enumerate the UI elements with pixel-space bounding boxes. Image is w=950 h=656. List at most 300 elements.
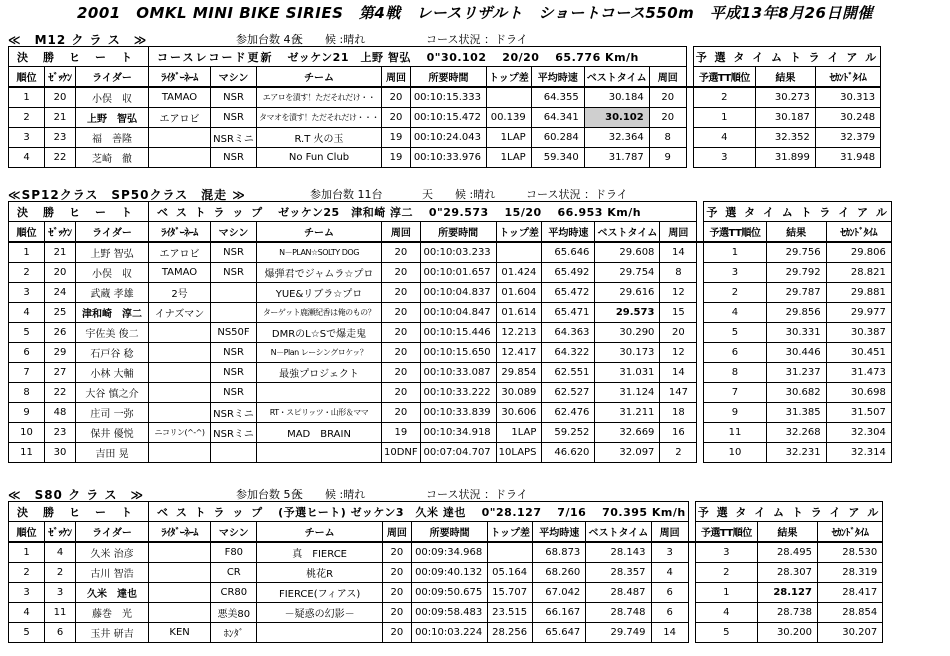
cell-pos: 6 (9, 343, 45, 363)
cell-zk: 26 (45, 323, 76, 343)
col-header-pos: 順位 (9, 522, 45, 543)
course-status: コース状況 ：ドライ (426, 33, 528, 46)
cell-pos: 2 (9, 263, 45, 283)
cell-time: 00:10:33.839 (420, 403, 496, 423)
col-header-q_result: 結果 (755, 67, 815, 88)
cell-mach: NSR (211, 383, 257, 403)
cell-lap: 3 (651, 542, 688, 563)
cell-pos: 3 (9, 583, 45, 603)
col-header-q_pos: 予選TT順位 (693, 67, 755, 88)
cell-gap (496, 242, 542, 263)
cell-rider: 久米 達也 (76, 583, 149, 603)
cell-pos: 4 (9, 303, 45, 323)
col-header-q_second: ｾｶﾝﾄﾞﾀｲﾑ (817, 522, 882, 543)
cell-q2: 28.319 (817, 563, 882, 583)
cell-qres: 32.268 (766, 423, 826, 443)
col-header-pos: 順位 (9, 67, 45, 88)
cell-pos: 7 (9, 363, 45, 383)
col-header-time: 所要時間 (411, 67, 487, 88)
cell-team: －疑惑の幻影－ (257, 603, 382, 623)
heat-row (9, 47, 881, 67)
cell-team: ターゲット鹿瀬紀香は俺のもの？ (257, 303, 382, 323)
cell-pos: 4 (9, 148, 45, 168)
cell-qpos: 3 (704, 263, 766, 283)
col-header-time: 所要時間 (411, 522, 487, 543)
class-name: ≪ M12 ク ラ ス ≫ (8, 33, 148, 47)
cell-rider: 石戸谷 稔 (76, 343, 149, 363)
cell-qres: 30.187 (755, 108, 815, 128)
cell-qpos: 1 (693, 108, 755, 128)
cell-best: 29.616 (595, 283, 660, 303)
cell-lap: 12 (660, 343, 697, 363)
cell-gap: 12.417 (496, 343, 542, 363)
cell-mach: NSR (211, 263, 257, 283)
cell-rname: エアロビ (149, 242, 211, 263)
cell-zk: 29 (45, 343, 76, 363)
cell-rname (149, 363, 211, 383)
cell-time: 00:09:34.968 (411, 542, 487, 563)
heat-label: 決 勝 ヒ ー ト (9, 202, 149, 222)
record-detail: ゼッケン21 上野 智弘 0"30.102 20/20 65.776 Km/h (287, 50, 639, 64)
cell-gap: 12.213 (496, 323, 542, 343)
cell-laps: 20 (382, 242, 421, 263)
cell-q2: 28.854 (817, 603, 882, 623)
cell-pos: 2 (9, 108, 45, 128)
cell-q2: 31.473 (826, 363, 891, 383)
cell-zk: 48 (45, 403, 76, 423)
cell-pos: 9 (9, 403, 45, 423)
col-header-avg: 平均時速 (533, 522, 586, 543)
cell-avg: 65.471 (542, 303, 595, 323)
cell-lap: 16 (660, 423, 697, 443)
cell-pos: 2 (9, 563, 45, 583)
cell-pos: 10 (9, 423, 45, 443)
cell-best: 30.102 (584, 108, 649, 128)
cell-avg: 62.476 (542, 403, 595, 423)
table-row (9, 263, 892, 283)
cell-laps: 20 (382, 303, 421, 323)
cell-team: 真 FIERCE (257, 542, 382, 563)
col-header-pos: 順位 (9, 222, 45, 243)
cell-mach: F80 (211, 542, 257, 563)
cell-time: 00:10:01.657 (420, 263, 496, 283)
cell-lap: 6 (651, 583, 688, 603)
cell-q2: 29.977 (826, 303, 891, 323)
cell-laps: 19 (382, 148, 411, 168)
column-header-row (9, 522, 883, 543)
cell-zk: 23 (45, 423, 76, 443)
record-label: ベ ス ト ラ ッ プ (157, 205, 265, 219)
table-row (9, 283, 892, 303)
cell-laps: 20 (382, 323, 421, 343)
cell-team: 桃花R (257, 563, 382, 583)
cell-time: 00:10:33.222 (420, 383, 496, 403)
cell-q2: 32.379 (815, 128, 880, 148)
cell-qres: 28.307 (757, 563, 817, 583)
cell-zk: 20 (45, 263, 76, 283)
cell-team: N－Plan レーシングロケッ？ (257, 343, 382, 363)
cell-time: 00:09:40.132 (411, 563, 487, 583)
qualifying-title: 予 選 タ イ ム ト ラ イ ア ル (693, 47, 880, 67)
cell-mach: NSR (211, 343, 257, 363)
cell-avg: 60.284 (531, 128, 584, 148)
cell-qres: 32.352 (755, 128, 815, 148)
cell-q2: 31.948 (815, 148, 880, 168)
cell-time: 00:10:34.918 (420, 423, 496, 443)
cell-best: 28.748 (586, 603, 651, 623)
cell-time: 00:09:50.675 (411, 583, 487, 603)
col-header-team: チーム (257, 67, 382, 88)
col-header-lap: 周回 (660, 222, 697, 243)
section-info (8, 186, 942, 200)
cell-best: 31.124 (595, 383, 660, 403)
cell-lap: 8 (649, 128, 686, 148)
col-header-time: 所要時間 (420, 222, 496, 243)
cell-qpos: 10 (704, 443, 766, 463)
cell-lap: 12 (660, 283, 697, 303)
cell-avg: 68.260 (533, 563, 586, 583)
heat-row (9, 502, 883, 522)
cell-rname (149, 443, 211, 463)
cell-mach: CR80 (211, 583, 257, 603)
cell-qpos: 9 (704, 403, 766, 423)
cell-avg: 66.167 (533, 603, 586, 623)
best-lap-info (149, 202, 697, 222)
course-status: コース状況 ：ドライ (526, 188, 628, 201)
cell-avg: 65.646 (542, 242, 595, 263)
cell-laps: 20 (382, 623, 411, 643)
col-header-team: チーム (257, 522, 382, 543)
col-header-best: ベストタイム (584, 67, 649, 88)
cell-avg: 64.355 (531, 87, 584, 108)
cell-laps: 20 (382, 363, 421, 383)
cell-rname: イナズマン (149, 303, 211, 323)
cell-rider: 小俣 収 (76, 263, 149, 283)
col-header-gap: トップ差 (496, 222, 542, 243)
cell-gap: 30.606 (496, 403, 542, 423)
participant-count: 参加台数 5台 (236, 488, 302, 501)
cell-avg: 68.873 (533, 542, 586, 563)
cell-q2: 31.507 (826, 403, 891, 423)
participant-count: 参加台数 11台 (310, 188, 383, 201)
cell-rider: 久米 治彦 (76, 542, 149, 563)
cell-mach: NSR (211, 242, 257, 263)
cell-time: 00:10:24.043 (411, 128, 487, 148)
class-name: ≪SP12クラス SP50クラス 混走 ≫ (8, 188, 246, 202)
cell-best: 29.608 (595, 242, 660, 263)
cell-q2: 32.314 (826, 443, 891, 463)
results-table (8, 46, 881, 168)
cell-gap: 23.515 (488, 603, 533, 623)
cell-qpos: 3 (693, 148, 755, 168)
table-row (9, 542, 883, 563)
cell-zk: 11 (45, 603, 76, 623)
cell-qpos: 4 (704, 303, 766, 323)
table-row (9, 363, 892, 383)
table-row (9, 423, 892, 443)
cell-zk: 6 (45, 623, 76, 643)
cell-laps: 20 (382, 603, 411, 623)
cell-gap: 01.424 (496, 263, 542, 283)
table-row (9, 443, 892, 463)
participant-count: 参加台数 4台 (236, 33, 302, 46)
cell-rname: TAMAO (149, 87, 211, 108)
cell-laps: 20 (382, 403, 421, 423)
cell-mach: NSR (211, 108, 257, 128)
cell-mach: NSRミニ (211, 423, 257, 443)
cell-rname: ニコリン(^-^) (149, 423, 211, 443)
cell-rider: 上野 智弘 (76, 108, 149, 128)
cell-mach (211, 443, 257, 463)
cell-avg: 64.341 (531, 108, 584, 128)
cell-lap: 20 (649, 87, 686, 108)
cell-time: 00:10:33.087 (420, 363, 496, 383)
best-lap-info (149, 502, 689, 522)
cell-lap: 6 (651, 603, 688, 623)
cell-rider: 藤巻 光 (76, 603, 149, 623)
heat-label: 決 勝 ヒ ー ト (9, 502, 149, 522)
cell-zk: 27 (45, 363, 76, 383)
col-header-laps: 周回 (382, 222, 421, 243)
cell-laps: 20 (382, 87, 411, 108)
cell-rider: 小俣 収 (76, 87, 149, 108)
table-row (9, 623, 883, 643)
cell-zk: 22 (45, 383, 76, 403)
cell-rname (149, 403, 211, 423)
cell-mach: NS50F (211, 323, 257, 343)
cell-rider: 上野 智弘 (76, 242, 149, 263)
results-table (8, 201, 892, 463)
cell-mach: NSRミニ (211, 128, 257, 148)
cell-zk: 3 (45, 583, 76, 603)
cell-q2: 30.248 (815, 108, 880, 128)
cell-pos: 4 (9, 603, 45, 623)
cell-laps: 20 (382, 542, 411, 563)
weather: 天 候 :晴れ (292, 33, 366, 46)
record-label: ベ ス ト ラ ッ プ (157, 505, 265, 519)
cell-team: DMRのL☆Sで爆走鬼 (257, 323, 382, 343)
cell-qres: 31.385 (766, 403, 826, 423)
cell-rname: KEN (149, 623, 211, 643)
cell-time: 00:10:15.446 (420, 323, 496, 343)
cell-mach: NSRミニ (211, 403, 257, 423)
cell-pos: 3 (9, 128, 45, 148)
cell-lap: 2 (660, 443, 697, 463)
cell-best: 30.173 (595, 343, 660, 363)
cell-avg: 46.620 (542, 443, 595, 463)
best-lap-info (149, 47, 687, 67)
col-header-rider: ライダー (76, 222, 149, 243)
cell-best: 28.357 (586, 563, 651, 583)
cell-lap: 14 (660, 242, 697, 263)
cell-time: 00:10:03.233 (420, 242, 496, 263)
table-row (9, 87, 881, 108)
col-header-best: ベストタイム (595, 222, 660, 243)
cell-zk: 20 (45, 87, 76, 108)
cell-avg: 59.252 (542, 423, 595, 443)
cell-qres: 28.495 (757, 542, 817, 563)
cell-mach: NSR (211, 363, 257, 383)
cell-best: 29.754 (595, 263, 660, 283)
qualifying-title: 予 選 タ イ ム ト ラ イ ア ル (695, 502, 882, 522)
cell-avg: 62.527 (542, 383, 595, 403)
cell-qpos: 1 (695, 583, 757, 603)
cell-laps: 20 (382, 343, 421, 363)
column-header-row (9, 222, 892, 243)
cell-best: 29.573 (595, 303, 660, 323)
cell-best: 32.364 (584, 128, 649, 148)
cell-rname: エアロビ (149, 108, 211, 128)
record-detail: ゼッケン25 津和崎 淳二 0"29.573 15/20 66.953 Km/h (278, 205, 642, 219)
cell-time: 00:10:15.472 (411, 108, 487, 128)
cell-rname (149, 563, 211, 583)
cell-time: 00:10:33.976 (411, 148, 487, 168)
table-row (9, 403, 892, 423)
cell-mach: 悪美80 (211, 603, 257, 623)
col-header-gap: トップ差 (487, 67, 532, 88)
col-header-ridername: ﾗｲﾀﾞｰﾈｰﾑ (149, 67, 211, 88)
cell-lap: 14 (660, 363, 697, 383)
cell-laps: 20 (382, 283, 421, 303)
cell-qpos: 1 (704, 242, 766, 263)
cell-rider: 宇佐美 俊二 (76, 323, 149, 343)
cell-laps: 19 (382, 423, 421, 443)
cell-q2: 30.387 (826, 323, 891, 343)
cell-time: 00:10:15.650 (420, 343, 496, 363)
cell-rname (149, 343, 211, 363)
cell-qres: 29.792 (766, 263, 826, 283)
cell-lap: 14 (651, 623, 688, 643)
col-header-lap: 周回 (649, 67, 686, 88)
col-header-q_pos: 予選TT順位 (695, 522, 757, 543)
cell-rider: 庄司 一弥 (76, 403, 149, 423)
cell-laps: 20 (382, 563, 411, 583)
cell-rname: 2号 (149, 283, 211, 303)
cell-laps: 20 (382, 583, 411, 603)
section-info (8, 31, 942, 45)
cell-qpos: 3 (695, 542, 757, 563)
cell-qpos: 8 (704, 363, 766, 383)
col-header-laps: 周回 (382, 522, 411, 543)
cell-mach: CR (211, 563, 257, 583)
cell-qpos: 6 (704, 343, 766, 363)
cell-pos: 1 (9, 242, 45, 263)
cell-best: 31.787 (584, 148, 649, 168)
cell-qres: 31.237 (766, 363, 826, 383)
cell-gap: 00.139 (487, 108, 532, 128)
section-info (8, 486, 942, 500)
cell-best: 31.031 (595, 363, 660, 383)
cell-pos: 11 (9, 443, 45, 463)
col-header-avg: 平均時速 (542, 222, 595, 243)
cell-rname: TAMAO (149, 263, 211, 283)
cell-avg: 65.647 (533, 623, 586, 643)
cell-avg: 65.492 (542, 263, 595, 283)
cell-gap: 15.707 (488, 583, 533, 603)
table-row (9, 128, 881, 148)
cell-rider: 武蔵 孝雄 (76, 283, 149, 303)
cell-q2: 28.530 (817, 542, 882, 563)
cell-team: タマオを漬す！ただそれだけ・・・ (257, 108, 382, 128)
cell-laps: 20 (382, 263, 421, 283)
weather: 天 候 :晴れ (292, 488, 366, 501)
cell-team: 爆弾君でジャムラ☆プロ (257, 263, 382, 283)
cell-rname (149, 148, 211, 168)
cell-pos: 5 (9, 323, 45, 343)
cell-rider: 芝崎 徹 (76, 148, 149, 168)
class-name: ≪ S80 ク ラ ス ≫ (8, 488, 145, 502)
cell-team (257, 623, 382, 643)
cell-qpos: 7 (704, 383, 766, 403)
cell-team: N－PLAN☆SOLTY DOG (257, 242, 382, 263)
table-row (9, 108, 881, 128)
cell-time: 00:09:58.483 (411, 603, 487, 623)
cell-qres: 32.231 (766, 443, 826, 463)
column-header-row (9, 67, 881, 88)
cell-qpos: 5 (695, 623, 757, 643)
cell-gap: 10LAPS (496, 443, 542, 463)
cell-zk: 2 (45, 563, 76, 583)
cell-team (257, 443, 382, 463)
table-row (9, 148, 881, 168)
cell-mach (211, 283, 257, 303)
weather: 天 候 :晴れ (422, 188, 496, 201)
cell-avg: 65.472 (542, 283, 595, 303)
col-header-ridername: ﾗｲﾀﾞｰﾈｰﾑ (149, 522, 211, 543)
results-table (8, 501, 883, 643)
cell-team (257, 383, 382, 403)
table-row (9, 383, 892, 403)
cell-qpos: 2 (695, 563, 757, 583)
cell-avg: 64.363 (542, 323, 595, 343)
cell-time: 00:10:04.847 (420, 303, 496, 323)
cell-rname (149, 603, 211, 623)
cell-avg: 59.340 (531, 148, 584, 168)
cell-lap: 20 (660, 323, 697, 343)
cell-rider: 玉井 研吉 (76, 623, 149, 643)
cell-mach: NSR (211, 148, 257, 168)
cell-team: FIERCE(フィアス) (257, 583, 382, 603)
col-header-q_second: ｾｶﾝﾄﾞﾀｲﾑ (826, 222, 891, 243)
col-header-team: チーム (257, 222, 382, 243)
col-header-rider: ライダー (76, 67, 149, 88)
col-header-zekken: ｾﾞｯｹﾝ (45, 67, 76, 88)
cell-q2: 30.451 (826, 343, 891, 363)
cell-q2: 30.313 (815, 87, 880, 108)
cell-q2: 29.806 (826, 242, 891, 263)
cell-pos: 8 (9, 383, 45, 403)
cell-best: 28.143 (586, 542, 651, 563)
cell-gap (487, 87, 532, 108)
cell-laps: 10DNF (382, 443, 421, 463)
cell-rider: 福 善隆 (76, 128, 149, 148)
cell-rider: 古川 智浩 (76, 563, 149, 583)
cell-zk: 21 (45, 108, 76, 128)
cell-best: 30.184 (584, 87, 649, 108)
cell-pos: 5 (9, 623, 45, 643)
cell-gap: 1LAP (496, 423, 542, 443)
cell-team: R.T 火の玉 (257, 128, 382, 148)
cell-team: RT・スピリッツ・山形＆ママ (257, 403, 382, 423)
cell-best: 32.669 (595, 423, 660, 443)
cell-qres: 30.331 (766, 323, 826, 343)
cell-team: 最強プロジェクト (257, 363, 382, 383)
cell-mach (211, 303, 257, 323)
col-header-q_result: 結果 (766, 222, 826, 243)
cell-best: 31.211 (595, 403, 660, 423)
cell-time: 00:10:03.224 (411, 623, 487, 643)
cell-zk: 30 (45, 443, 76, 463)
